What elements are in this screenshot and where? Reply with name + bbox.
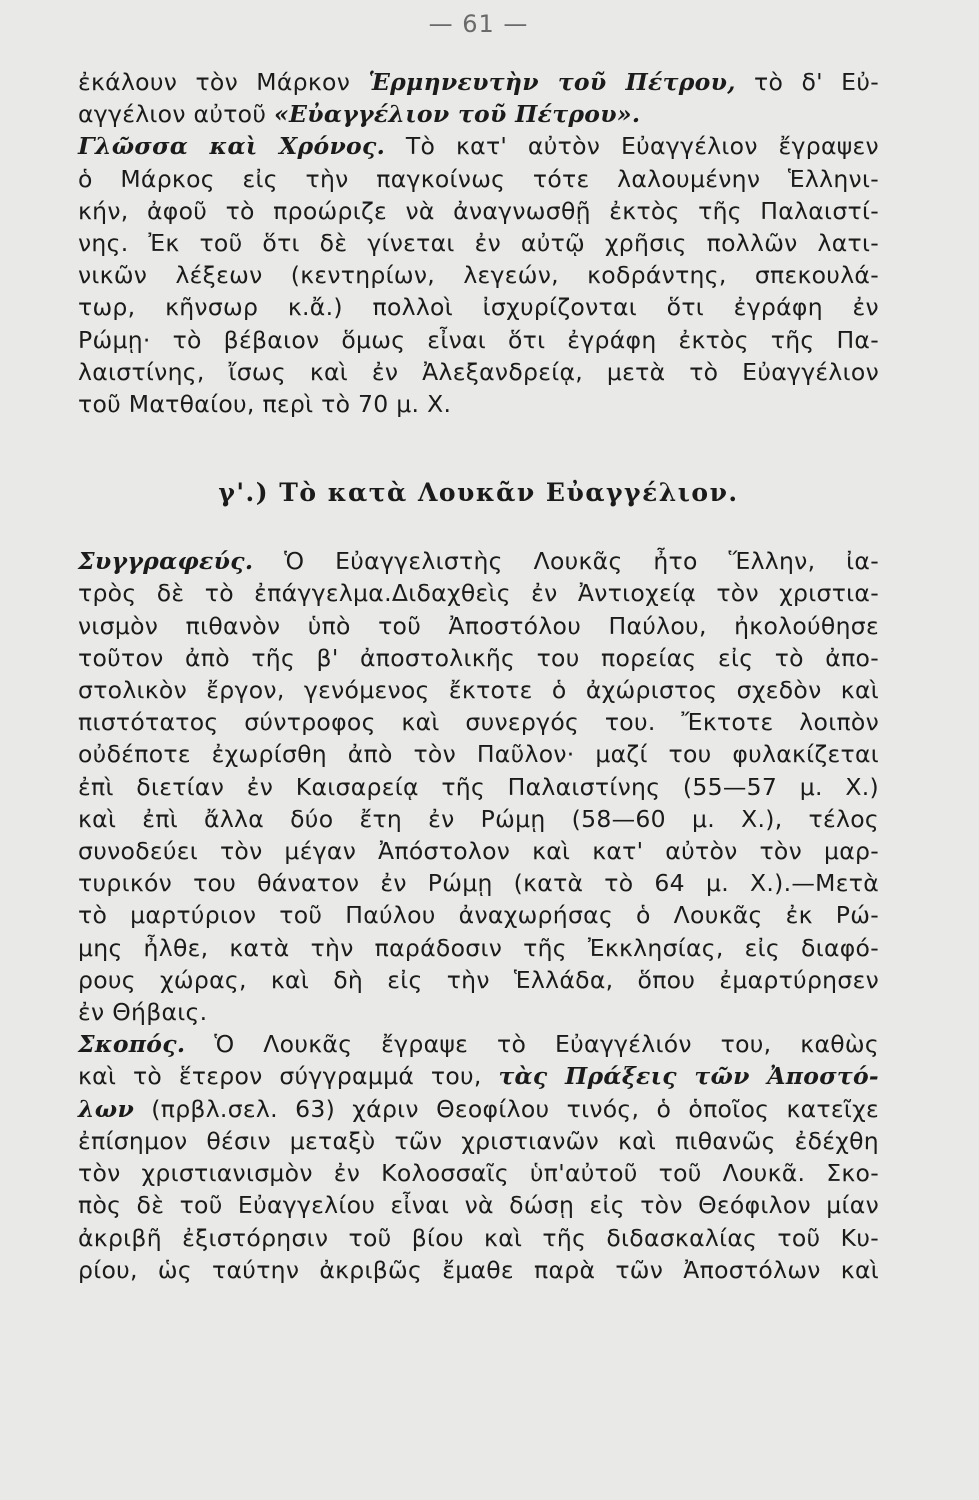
italic-text: Ἑρμηνευτὴν τοῦ Πέτρου,: [368, 68, 736, 96]
line-text: καὶ ἐπὶ ἄλλα δύο ἔτη ἐν Ρώμῃ (58—60 μ. Χ.), τέλος: [78, 804, 879, 833]
line-text: τωρ, κῆνσωρ κ.ἄ.) πολλοὶ ἰσχυρίζονται ὅτι ἐγράφη ἐν: [78, 293, 879, 322]
text-line: [78, 98, 879, 130]
italic-text: Συγγραφεύς.: [78, 547, 254, 576]
line-text: νισμὸν πιθανὸν ὑπὸ τοῦ Ἀποστόλου Παύλου, ἠκολούθησε: [78, 611, 879, 640]
text-line: [78, 642, 879, 674]
text-line: [78, 771, 879, 803]
line-text: πὸς δὲ τοῦ Εὐαγγελίου εἶναι νὰ δώσῃ εἰς τὸν Θεόφιλον μίαν: [78, 1191, 879, 1220]
line-text-continued: Ὁ Εὐαγγελιστὴς Λουκᾶς ἦτο Ἕλλην, ἰα-: [253, 547, 879, 576]
text-line: [78, 130, 879, 162]
line-text: μης ἦλθε, κατὰ τὴν παράδοσιν τῆς Ἐκκλησίας, εἰς διαφό-: [78, 933, 879, 962]
line-text: ἐκάλουν τὸν Μάρκον: [78, 68, 369, 96]
line-text: πιστότατος σύντροφος καὶ συνεργός του. Ἔκτοτε λοιπὸν: [78, 708, 879, 737]
line-text: αγγέλιον αὐτοῦ: [78, 100, 275, 129]
text-line: [78, 996, 879, 1028]
line-text: τοῦ Ματθαίου, περὶ τὸ 70 μ. Χ.: [78, 390, 452, 419]
text-line: [78, 674, 879, 706]
line-text: τοῦτον ἀπὸ τῆς β' ἀποστολικῆς του πορείας εἰς τὸ ἀπο-: [78, 643, 879, 672]
line-text: τὸ μαρτύριον τοῦ Παύλου ἀναχωρήσας ὁ Λουκᾶς ἐκ Ρώ-: [78, 901, 879, 930]
line-text: συνοδεύει τὸν μέγαν Ἀπόστολον καὶ κατ' αὐτὸν τὸν μαρ-: [78, 837, 879, 866]
line-text-continued: Ὁ Λουκᾶς ἔγραψε τὸ Εὐαγγέλιόν του, καθὼς: [185, 1030, 879, 1059]
text-line: [78, 1125, 879, 1157]
text-line: [78, 545, 879, 577]
italic-text: Γλῶσσα καὶ Χρόνος.: [78, 132, 386, 161]
line-text: τυρικόν του θάνατον ἐν Ρώμῃ (κατὰ τὸ 64 μ. Χ.).—Μετὰ: [78, 869, 879, 898]
line-text: τὸν χριστιανισμὸν ἐν Κολοσσαῖς ὑπ'αὐτοῦ τοῦ Λουκᾶ. Σκο-: [78, 1159, 879, 1188]
text-line: [78, 1222, 879, 1254]
italic-text: λων: [78, 1094, 135, 1123]
line-text: ρους χώρας, καὶ δὴ εἰς τὴν Ἑλλάδα, ὅπου ἐμαρτύρησεν: [78, 965, 879, 994]
text-line: [78, 163, 879, 195]
line-text: τρὸς δὲ τὸ ἐπάγγελμα.Διδαχθεὶς ἐν Ἀντιοχείᾳ τὸν χριστια-: [78, 579, 879, 608]
line-text: λαιστίνης, ἴσως καὶ ἐν Ἀλεξανδρείᾳ, μετὰ τὸ Εὐαγγέλιον: [78, 357, 879, 386]
italic-text: τὰς Πράξεις τῶν Ἀποστό-: [498, 1062, 879, 1091]
line-text: νικῶν λέξεων (κεντηρίων, λεγεών, κοδράντης, σπεκουλά-: [78, 261, 879, 290]
line-text: ἀκριβῆ ἐξιστόρησιν τοῦ βίου καὶ τῆς διδασκαλίας τοῦ Κυ-: [78, 1223, 879, 1252]
text-line: [78, 932, 879, 964]
text-line: [78, 195, 879, 227]
line-text-continued: τὸ δ' Εὐ-: [735, 68, 879, 96]
paragraph-block-luke-gospel: [78, 545, 879, 1286]
line-text: ἐν Θήβαις.: [78, 998, 208, 1027]
text-line: [78, 291, 879, 323]
text-line: [78, 324, 879, 356]
text-line: [78, 964, 879, 996]
text-line: [78, 356, 879, 388]
line-text: ἐπίσημον θέσιν μεταξὺ τῶν χριστιανῶν καὶ πιθανῶς ἐδέχθη: [78, 1126, 879, 1155]
line-text: ἐπὶ διετίαν ἐν Καισαρείᾳ τῆς Παλαιστίνης (55—57 μ. Χ.): [78, 772, 879, 801]
text-line: [78, 227, 879, 259]
text-line: [78, 867, 879, 899]
section-heading: γ'.) Τὸ κατὰ Λουκᾶν Εὐαγγέλιον.: [218, 478, 739, 508]
line-text: στολικὸν ἔργον, γενόμενος ἔκτοτε ὁ ἀχώριστος σχεδὸν καὶ: [78, 676, 879, 705]
text-line: [78, 66, 879, 98]
text-line: [78, 706, 879, 738]
italic-text: «Εὐαγγέλιον τοῦ Πέτρου».: [274, 100, 641, 129]
text-line: [78, 1060, 879, 1092]
text-line: [78, 388, 879, 420]
line-text: ρίου, ὡς ταύτην ἀκριβῶς ἔμαθε παρὰ τῶν Ἀποστόλων καὶ: [78, 1255, 879, 1284]
text-line: [78, 835, 879, 867]
page-number: — 61 —: [428, 10, 529, 38]
text-line: [78, 803, 879, 835]
line-text-continued: Τὸ κατ' αὐτὸν Εὐαγγέλιον ἔγραψεν: [385, 132, 879, 161]
text-line: [78, 577, 879, 609]
line-text-continued: (πρβλ.σελ. 63) χάριν Θεοφίλου τινός, ὁ ὁποῖος κατεῖχε: [134, 1094, 879, 1123]
text-line: [78, 1093, 879, 1125]
paragraph-block-mark-gospel: [78, 66, 879, 420]
line-text: καὶ τὸ ἕτερον σύγγραμμά του,: [78, 1062, 499, 1091]
text-line: [78, 1189, 879, 1221]
italic-text: Σκοπός.: [78, 1030, 186, 1059]
line-text: νης. Ἐκ τοῦ ὅτι δὲ γίνεται ἐν αὐτῷ χρῆσις πολλῶν λατι-: [78, 229, 879, 258]
text-line: [78, 738, 879, 770]
text-line: [78, 1254, 879, 1286]
line-text: κήν, ἀφοῦ τὸ προώριζε νὰ ἀναγνωσθῇ ἐκτὸς τῆς Παλαιστί-: [78, 196, 879, 225]
text-line: [78, 1028, 879, 1060]
text-line: [78, 1157, 879, 1189]
line-text: ὁ Μάρκος εἰς τὴν παγκοίνως τότε λαλουμένην Ἑλληνι-: [78, 164, 879, 193]
text-line: [78, 899, 879, 931]
line-text: οὐδέποτε ἐχωρίσθη ἀπὸ τὸν Παῦλον· μαζί του φυλακίζεται: [78, 740, 879, 769]
text-line: [78, 259, 879, 291]
line-text: Ρώμῃ· τὸ βέβαιον ὅμως εἶναι ὅτι ἐγράφη ἐκτὸς τῆς Πα-: [78, 325, 879, 354]
text-line: [78, 610, 879, 642]
